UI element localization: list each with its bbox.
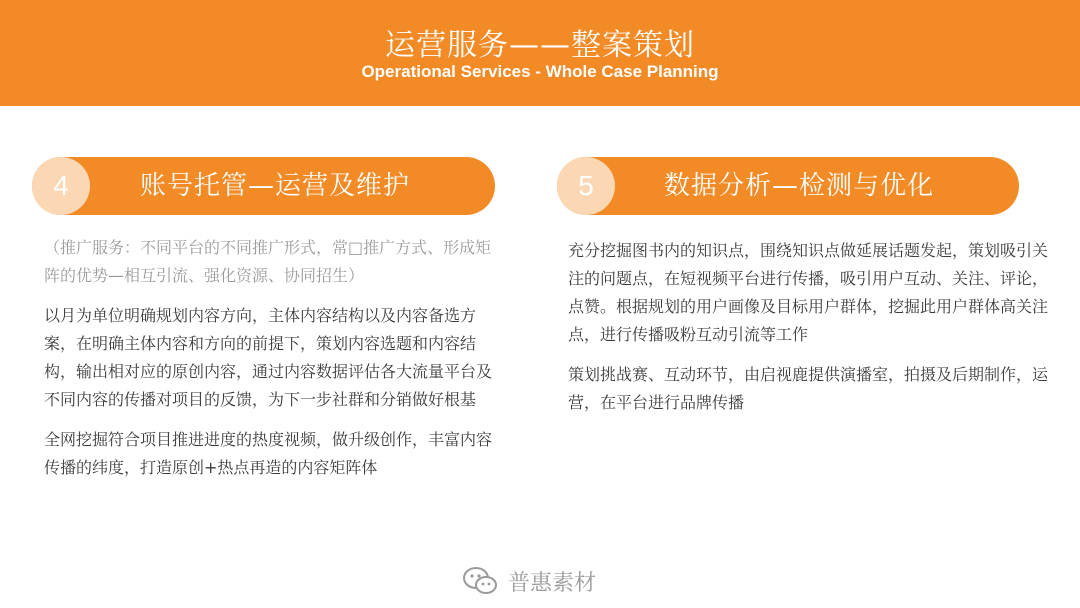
watermark: [462, 566, 596, 596]
section-4-header: [32, 157, 495, 215]
section-5-header: [557, 157, 1019, 215]
section-4-paragraph-2: 全网挖掘符合项目推进进度的热度视频，做升级创作，丰富内容传播的纬度，打造原创+热点再造的内容矩阵体: [44, 430, 493, 477]
section-4-title: 账号托管—运营及维护: [140, 171, 411, 201]
section-5-content: [568, 237, 1058, 429]
section-5-number-badge: 5: [557, 157, 615, 215]
section-5-paragraph-2: 策划挑战赛、互动环节，由启视鹿提供演播室，拍摄及后期制作，运营，在平台进行品牌传播: [568, 365, 1049, 412]
section-4-number-badge: 4: [32, 157, 90, 215]
page-subtitle: Operational Services - Whole Case Planning: [361, 62, 719, 81]
section-4-content: [44, 234, 504, 494]
section-4-paragraph-1: 以月为单位明确规划内容方向，主体内容结构以及内容备选方案，在明确主体内容和方向的前提下，策划内容选题和内容结构，输出相对应的原创内容，通过内容数据评估各大流量平台及不同内容的传播对项目的反馈，为下一步社群和分销做好根基: [44, 306, 493, 409]
section-5-paragraph-1: 充分挖掘图书内的知识点，围绕知识点做延展话题发起，策划吸引关注的问题点，在短视频平台进行传播，吸引用户互动、关注、评论，点赞。根据规划的用户画像及目标用户群体，挖掘此用户群体高关注点，进行传播吸粉互动引流等工作: [568, 241, 1049, 344]
section-5-title: 数据分析—检测与优化: [664, 171, 935, 201]
page-title: 运营服务——整案策划: [385, 28, 695, 63]
section-4-note: （推广服务：不同平台的不同推广形式，常□推广方式、形成矩阵的优势—相互引流、强化资源、协同招生）: [44, 238, 492, 285]
wechat-icon: [462, 566, 498, 596]
header-banner: [0, 0, 1080, 106]
watermark-text: 普惠素材: [508, 570, 597, 596]
